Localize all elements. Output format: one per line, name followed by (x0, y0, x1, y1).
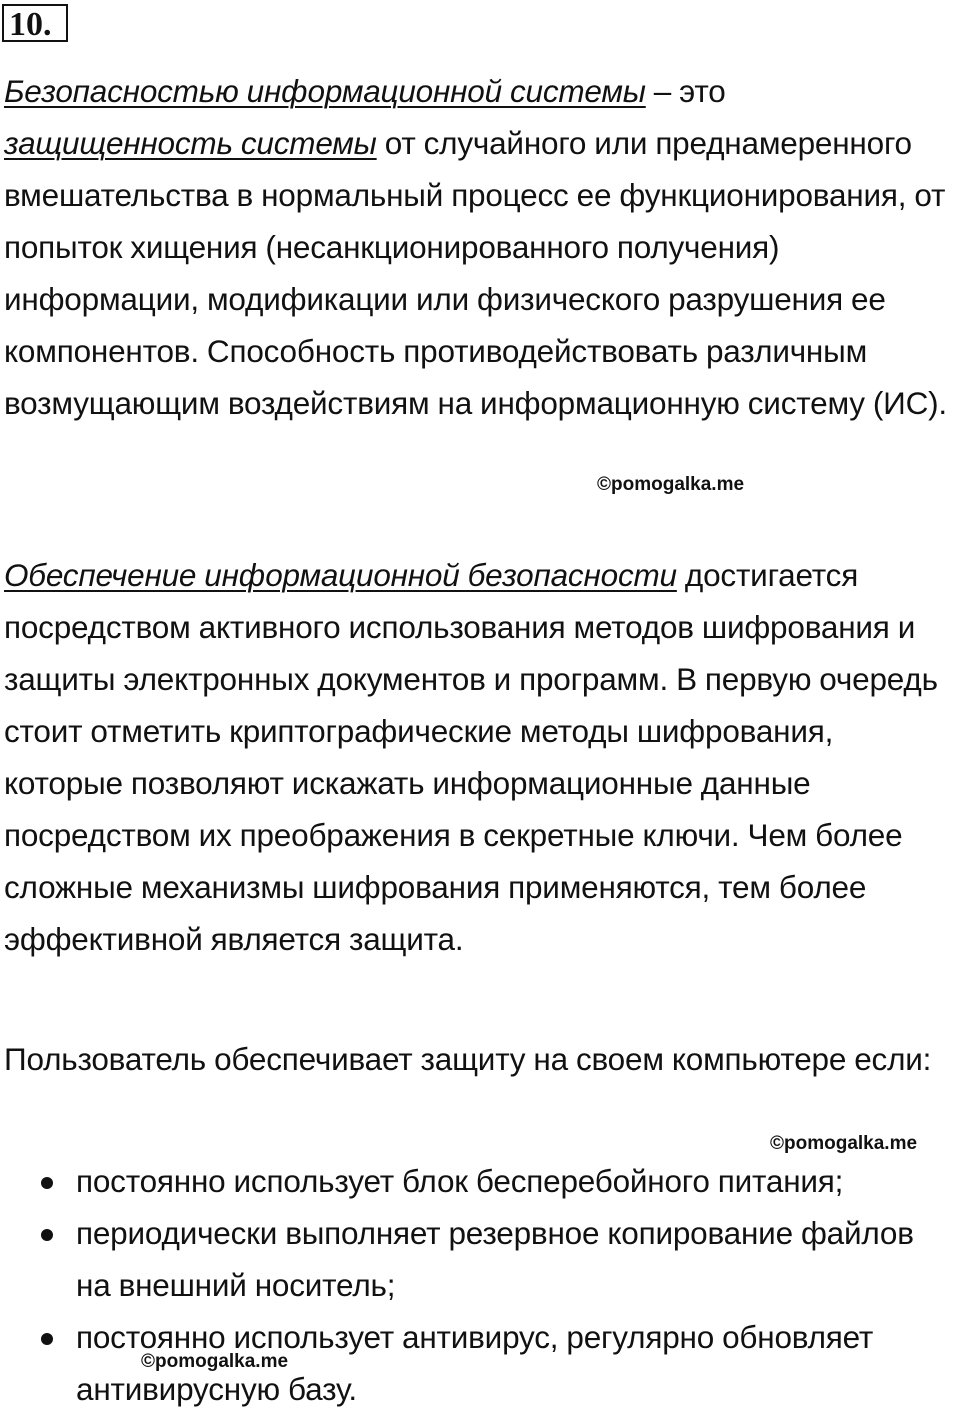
paragraph-user-protection: Пользователь обеспечивает защиту на своем компьютере если: (4, 1041, 932, 1077)
term-info-security-provision: Обеспечение информационной безопасности (4, 557, 677, 593)
term-is-security: Безопасностью информационной системы (4, 73, 646, 109)
paragraph-definition (4, 65, 960, 429)
term-system-protection: защищенность системы (4, 125, 377, 161)
bullet-icon (41, 1177, 53, 1189)
list-item (0, 1207, 960, 1311)
bullet-icon (41, 1333, 53, 1345)
paragraph-text: от случайного или преднамеренного вмешательства в нормальный процесс ее функционирования, от попыток хищения (несанкционированного получения) информации, модификации или физического разрушения ее компонентов. Способность противодействовать различным возмущающим воздействиям на информационную систему (ИС). (4, 125, 947, 421)
paragraph-text: – это (645, 73, 726, 109)
list-item-text: постоянно использует блок бесперебойного питания; (76, 1163, 844, 1199)
task-number: 10. (2, 4, 68, 42)
list-item (0, 1155, 960, 1207)
list-item-text: постоянно использует антивирус, регулярно обновляет антивирусную базу. (76, 1319, 874, 1407)
watermark: ©pomogalka.me (770, 1133, 918, 1154)
paragraph-security-provision (4, 549, 960, 965)
bullet-list (0, 1155, 960, 1415)
watermark: ©pomogalka.me (597, 474, 745, 495)
list-item-text: периодически выполняет резервное копирование файлов на внешний носитель; (76, 1215, 914, 1303)
paragraph-text: достигается посредством активного использования методов шифрования и защиты электронных документов и программ. В первую очередь стоит отметить криптографические методы шифрования, которые позволяют искажать информационные данные посредством их преображения в секретные ключи. Чем более сложные механизмы шифрования применяются, тем более эффективной является защита. (4, 557, 938, 957)
bullet-icon (41, 1229, 53, 1241)
watermark: ©pomogalka.me (141, 1351, 289, 1372)
